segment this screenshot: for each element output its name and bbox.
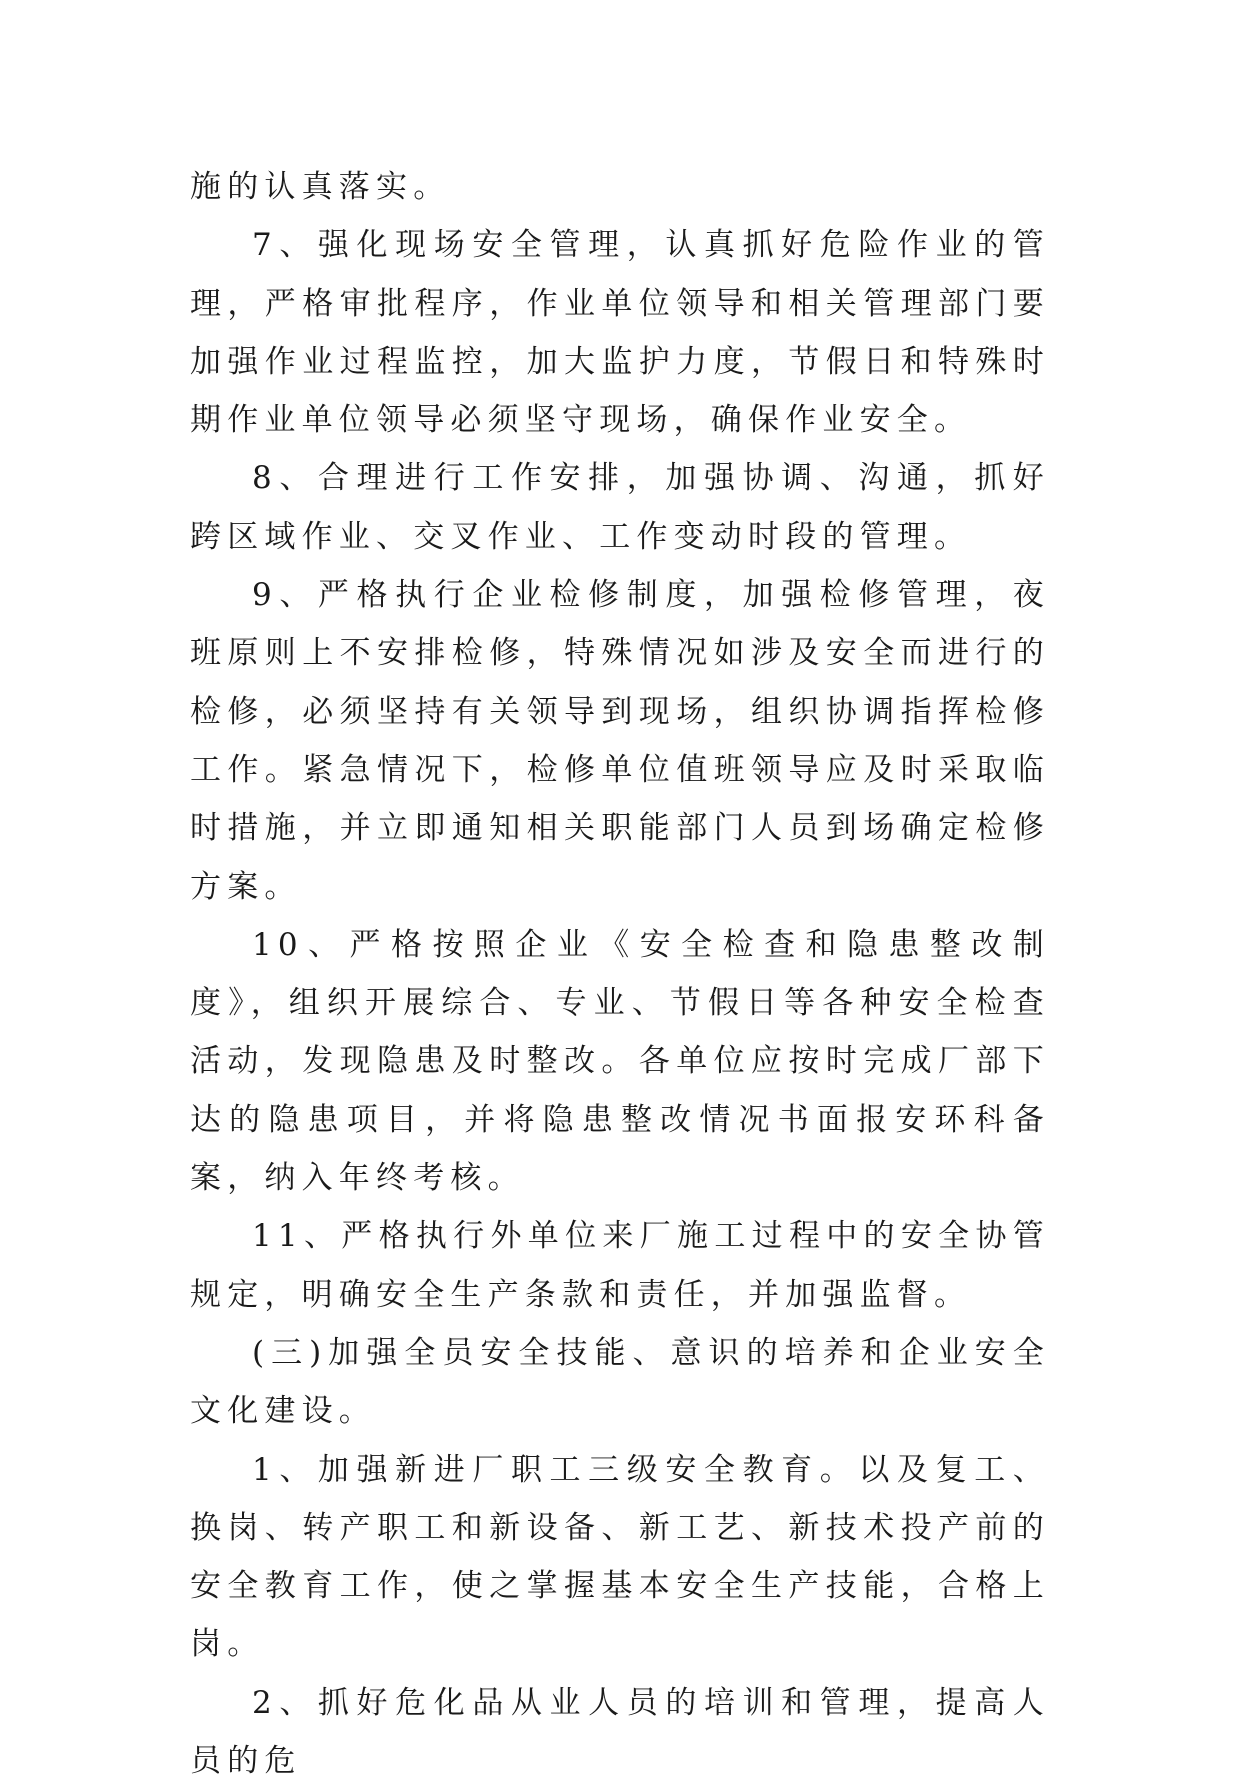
body-text — [190, 158, 1050, 1790]
paragraph-item-9: 9、严格执行企业检修制度，加强检修管理，夜班原则上不安排检修，特殊情况如涉及安全而进行的检修，必须坚持有关领导到现场，组织协调指挥检修工作。紧急情况下，检修单位值班领导应及时采取临时措施，并立即通知相关职能部门人员到场确定检修方案。 — [190, 577, 1050, 905]
paragraph-continuation: 施的认真落实。 — [190, 169, 451, 205]
section-heading-3: (三)加强全员安全技能、意识的培养和企业安全文化建设。 — [190, 1334, 1050, 1430]
paragraph-item-1: 1、加强新进厂职工三级安全教育。以及复工、换岗、转产职工和新设备、新工艺、新技术投产前的安全教育工作，使之掌握基本安全生产技能，合格上岗。 — [190, 1451, 1050, 1663]
paragraph-item-7: 7、强化现场安全管理，认真抓好危险作业的管理，严格审批程序，作业单位领导和相关管理部门要加强作业过程监控，加大监护力度，节假日和特殊时期作业单位领导必须坚守现场，确保作业安全。 — [190, 227, 1050, 439]
paragraph-item-2: 2、抓好危化品从业人员的培训和管理，提高人员的危 — [190, 1684, 1050, 1780]
paragraph-item-11: 11、严格执行外单位来厂施工过程中的安全协管规定，明确安全生产条款和责任，并加强监督。 — [190, 1218, 1050, 1313]
paragraph-item-8: 8、合理进行工作安排，加强协调、沟通，抓好跨区域作业、交叉作业、工作变动时段的管理。 — [190, 460, 1050, 555]
paragraph-item-10: 10、严格按照企业《安全检查和隐患整改制度》，组织开展综合、专业、节假日等各种安全检查活动，发现隐患及时整改。各单位应按时完成厂部下达的隐患项目，并将隐患整改情况书面报安环科备案，纳入年终考核。 — [190, 926, 1050, 1197]
